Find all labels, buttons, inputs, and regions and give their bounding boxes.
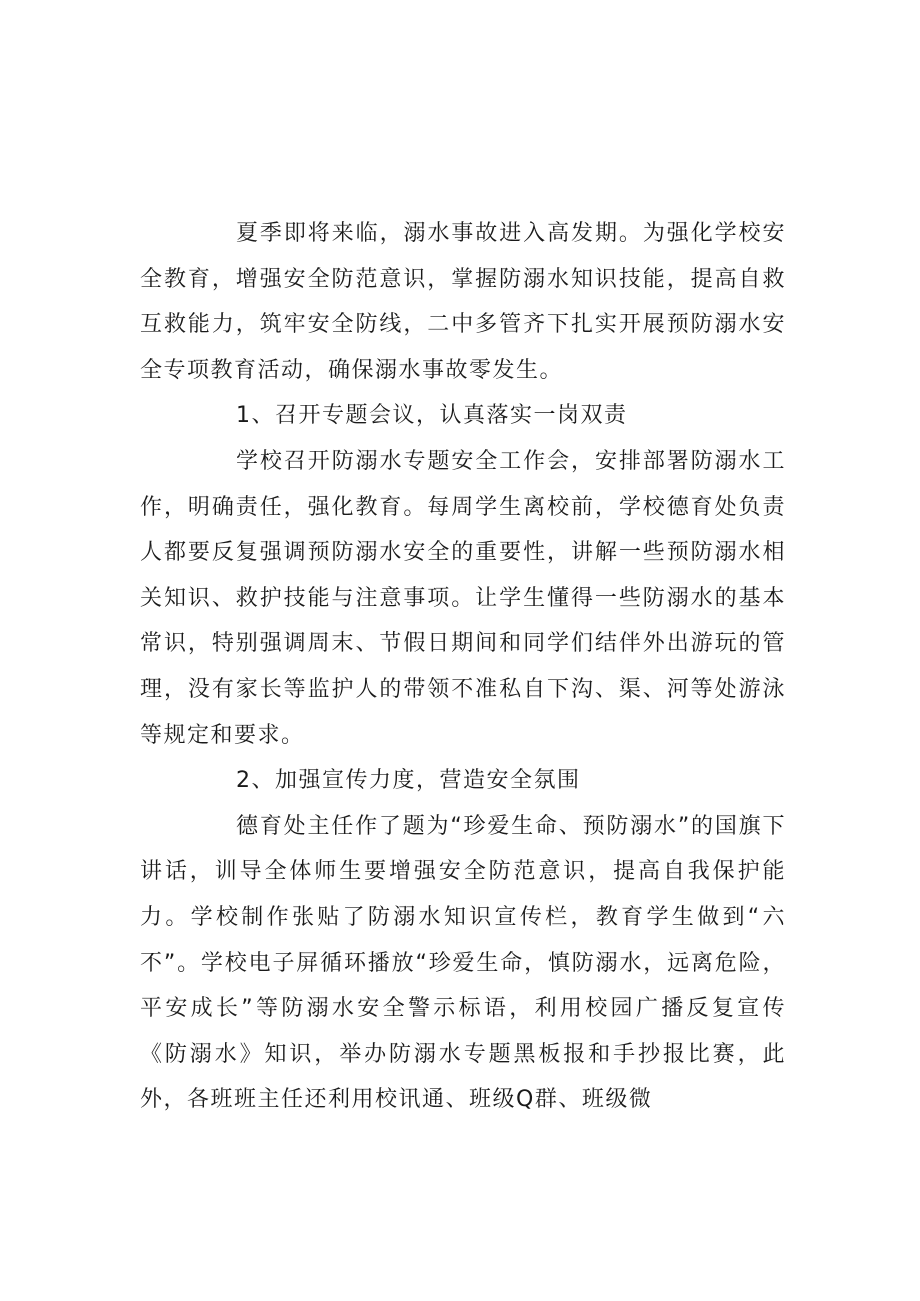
section-1-heading: 1、召开专题会议，认真落实一岗双责 bbox=[236, 403, 628, 429]
intro-paragraph: 夏季即将来临，溺水事故进入高发期。为强化学校安全教育，增强安全防范意识，掌握防溺水知识技能，提高自救互救能力，筑牢安全防线，二中多管齐下扎实开展预防溺水安全专项教育活动，确保溺水事故零发生。 bbox=[140, 221, 786, 383]
section-2-paragraph: 德育处主任作了题为“珍爱生命、预防溺水”的国旗下讲话，训导全体师生要增强安全防范意识，提高自我保护能力。学校制作张贴了防溺水知识宣传栏，教育学生做到“六不”。学校电子屏循环播放“珍爱生命，慎防溺水，远离危险，平安成长”等防溺水安全警示标语，利用校园广播反复宣传《防溺水》知识，举办防溺水专题黑板报和手抄报比赛，此外，各班班主任还利用校讯通、班级Q群、班级微 bbox=[140, 813, 786, 1113]
document-body bbox=[140, 211, 786, 1123]
section-1-paragraph: 学校召开防溺水专题安全工作会，安排部署防溺水工作，明确责任，强化教育。每周学生离校前，学校德育处负责人都要反复强调预防溺水安全的重要性，讲解一些预防溺水相关知识、救护技能与注意事项。让学生懂得一些防溺水的基本常识，特别强调周末、节假日期间和同学们结伴外出游玩的管理，没有家长等监护人的带领不准私自下沟、渠、河等处游泳等规定和要求。 bbox=[140, 448, 786, 748]
section-2-heading: 2、加强宣传力度，营造安全氛围 bbox=[236, 768, 581, 794]
